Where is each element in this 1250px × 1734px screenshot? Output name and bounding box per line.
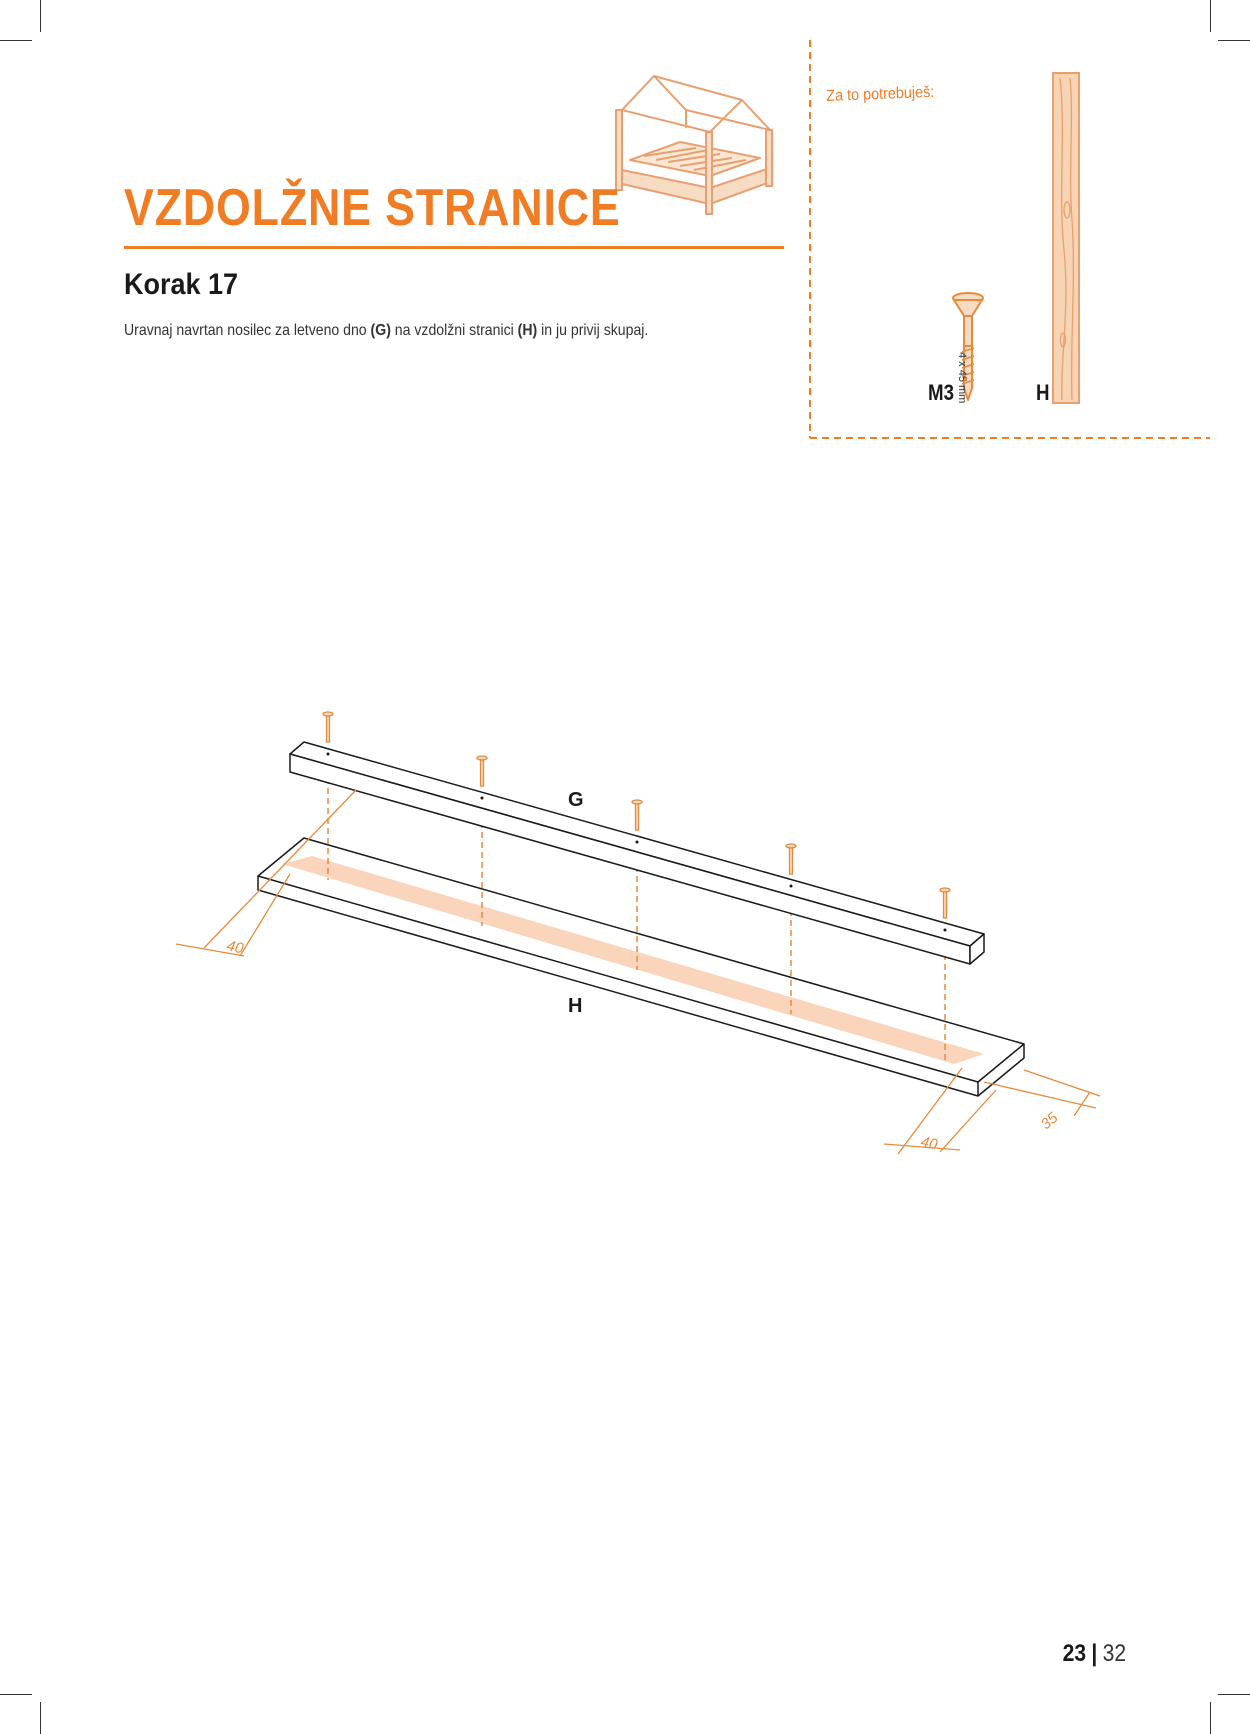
- dimension-right: [884, 1068, 1100, 1154]
- page-number: [1063, 1640, 1126, 1668]
- page-current: 23: [1062, 1640, 1087, 1667]
- page-title: VZDOLŽNE STRANICE: [124, 179, 621, 237]
- highlight-strip: [282, 856, 984, 1064]
- screw-spec: 4 x 45 mm: [956, 352, 968, 404]
- materials-heading: Za to potrebuješ:: [826, 83, 935, 105]
- dimension-label-left: 40: [225, 937, 246, 958]
- label-h: H: [568, 995, 583, 1017]
- dimension-label-right: 40: [919, 1133, 940, 1154]
- dimension-label-end: 35: [1037, 1109, 1062, 1134]
- screw-label: M3: [928, 380, 954, 405]
- page-separator: |: [1091, 1640, 1098, 1667]
- label-g: G: [568, 789, 584, 811]
- plank-label: H: [1036, 380, 1050, 405]
- step-heading: Korak 17: [124, 268, 239, 301]
- instruction-text: Uravnaj navrtan nosilec za letveno dno (G) na vzdolžni stranici (H) in ju privij skupaj.: [124, 322, 649, 339]
- page-total: 32: [1102, 1640, 1126, 1667]
